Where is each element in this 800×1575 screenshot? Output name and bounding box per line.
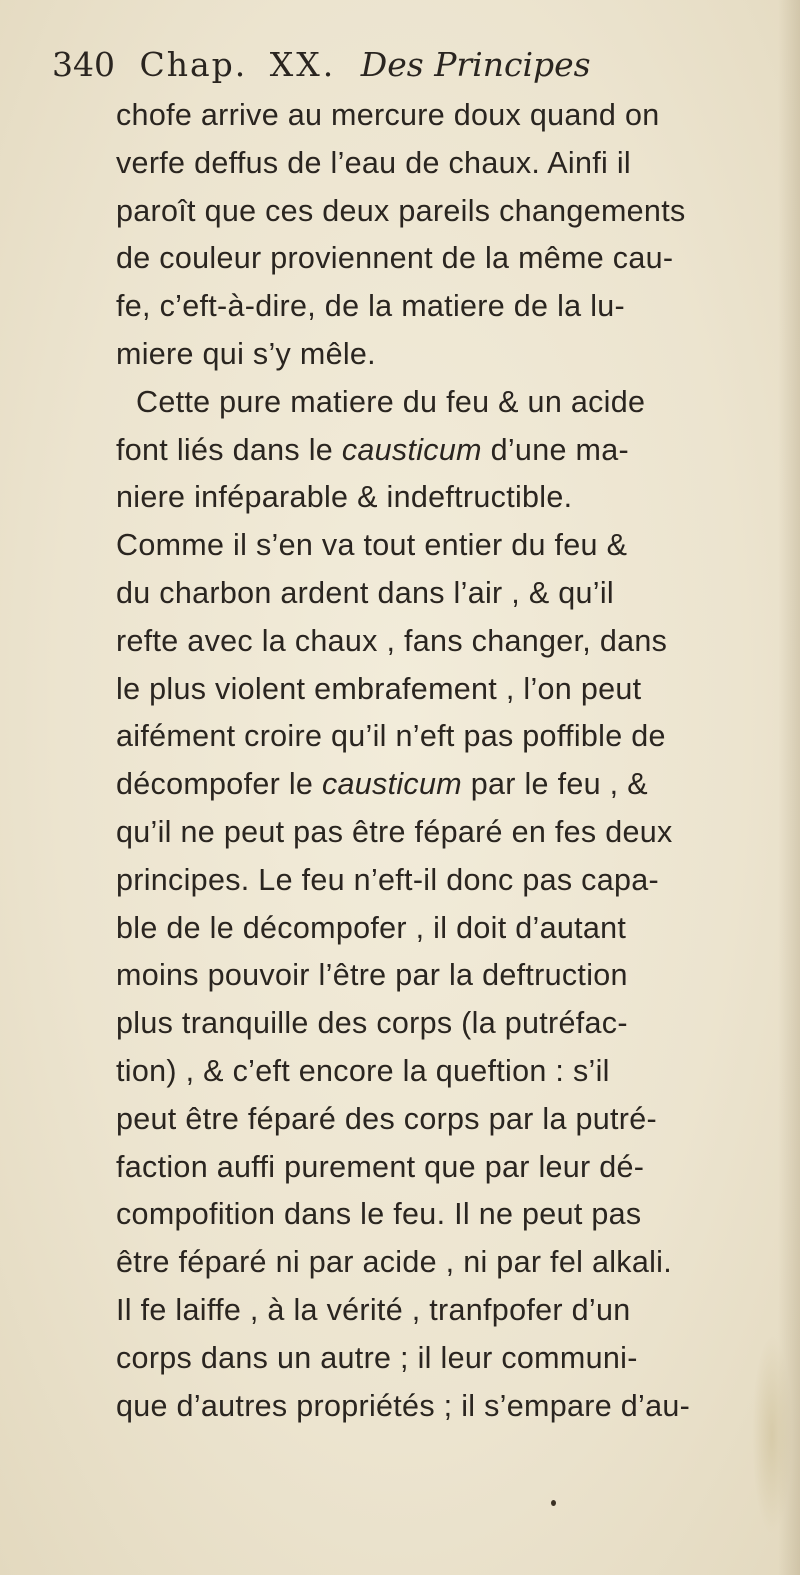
text-line: paroît que ces deux pareils changements <box>116 193 686 228</box>
text-line: niere inféparable & indeftructible. <box>116 480 573 515</box>
text-line: qu’il ne peut pas être féparé en fes deux <box>116 814 673 849</box>
running-header <box>52 38 752 92</box>
text-line: du charbon ardent dans l’air , & qu’il <box>116 575 614 610</box>
text-line: moins pouvoir l’être par la deftruction <box>116 958 628 993</box>
italic-term: causticum <box>321 767 462 802</box>
text-line: ble de le décompofer , il doit d’autant <box>116 910 627 945</box>
page-number: 340 <box>52 45 115 84</box>
text-line: le plus violent embrafement , l’on peut <box>116 671 642 706</box>
text-line: miere qui s’y mêle. <box>116 336 376 371</box>
text-line: de couleur proviennent de la même cau- <box>116 241 674 276</box>
text-line: principes. Le feu n’eft-il donc pas capa- <box>116 862 659 897</box>
text-line: Il fe laiffe , à la vérité , tranfpofer d’un <box>116 1292 631 1327</box>
text-line: décompofer le causticum par le feu , & <box>116 767 648 802</box>
text-line: être féparé ni par acide , ni par fel alkali. <box>116 1245 673 1280</box>
ink-speck <box>551 1500 556 1506</box>
text-line: Cette pure matiere du feu & un acide <box>136 384 646 419</box>
chapter-label: Chap. <box>139 45 248 84</box>
italic-term: causticum <box>341 432 482 467</box>
text-line: plus tranquille des corps (la putréfac- <box>116 1006 628 1041</box>
text-line: compofition dans le feu. Il ne peut pas <box>116 1197 642 1232</box>
text-line: chofe arrive au mercure doux quand on <box>116 98 660 132</box>
text-line: peut être féparé des corps par la putré- <box>116 1101 657 1136</box>
running-title: Des Principes <box>360 45 591 84</box>
text-line: tion) , & c’eft encore la queftion : s’il <box>116 1053 610 1088</box>
text-line: refte avec la chaux , fans changer, dans <box>116 623 668 658</box>
body-text <box>116 92 796 1430</box>
text-line: que d’autres propriétés ; il s’empare d’au- <box>116 1388 691 1423</box>
text-line: Comme il s’en va tout entier du feu & <box>116 528 628 563</box>
text-line: faction auffi purement que par leur dé- <box>116 1149 645 1184</box>
chapter-number: XX. <box>269 45 337 84</box>
text-line: verfe deffus de l’eau de chaux. Ainfi il <box>116 145 632 180</box>
text-line: fe, c’eft-à-dire, de la matiere de la lu- <box>116 289 625 324</box>
text-line: corps dans un autre ; il leur communi- <box>116 1340 638 1375</box>
text-line: aifément croire qu’il n’eft pas poffible de <box>116 719 666 754</box>
text-line: font liés dans le causticum d’une ma- <box>116 432 629 467</box>
